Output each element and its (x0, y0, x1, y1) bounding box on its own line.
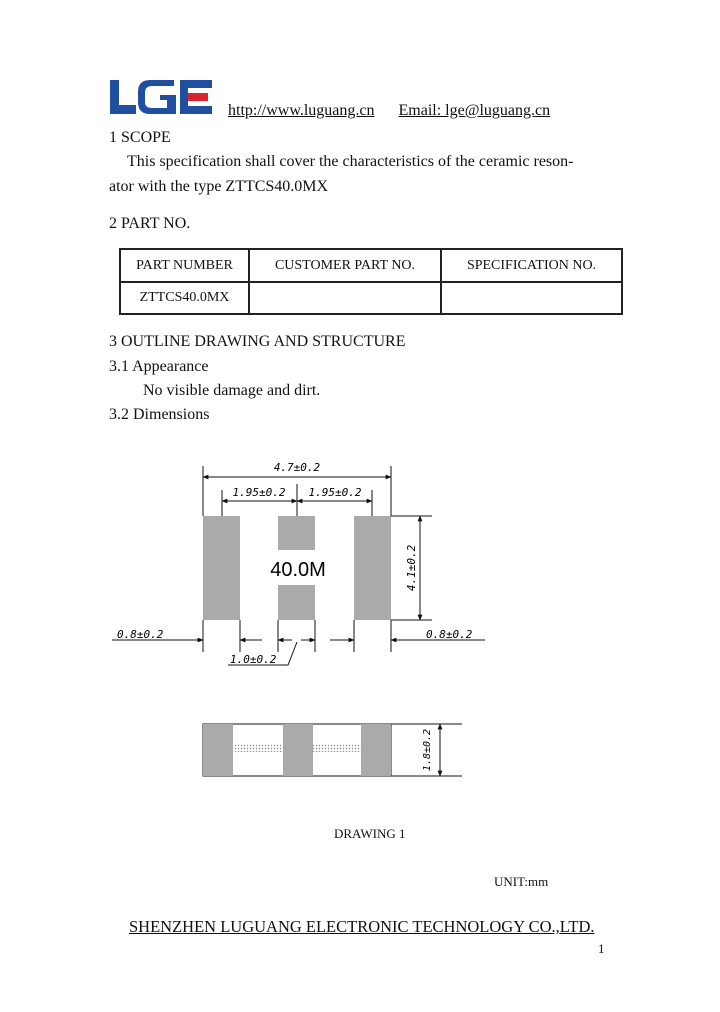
unit-label: UNIT:mm (494, 874, 549, 889)
company-logo (110, 78, 212, 116)
side-electrode-right (361, 724, 391, 776)
outline-title: 3 OUTLINE DRAWING AND STRUCTURE (109, 333, 406, 350)
side-electrode-center (283, 724, 313, 776)
label-pitch-left: 1.95±0.2 (232, 486, 286, 499)
table-header-row (120, 249, 622, 282)
drawing-caption: DRAWING 1 (334, 826, 406, 841)
website-link[interactable]: http://www.luguang.cn (228, 102, 375, 119)
label-height: 4.1±0.2 (405, 544, 418, 592)
header-customer-part-no: CUSTOMER PART NO. (249, 249, 441, 282)
electrode-left (203, 516, 240, 620)
label-total-length: 4.7±0.2 (273, 461, 321, 474)
dimension-drawing (0, 450, 720, 850)
appearance-title: 3.1 Appearance (109, 358, 209, 375)
company-name: SHENZHEN LUGUANG ELECTRONIC TECHNOLOGY CO.,LTD. (129, 917, 595, 936)
partno-title: 2 PART NO. (109, 215, 191, 232)
part-number-table (119, 248, 623, 315)
cell-part-number: ZTTCS40.0MX (120, 282, 249, 314)
cell-customer-part-no (249, 282, 441, 314)
label-end-right: 0.8±0.2 (426, 628, 473, 641)
label-marking: 40.0M (270, 559, 326, 581)
label-center: 1.0±0.2 (230, 653, 277, 666)
side-ceramic-right (313, 744, 361, 752)
electrode-right (354, 516, 391, 620)
page-number: 1 (598, 941, 605, 956)
dimensions-title: 3.2 Dimensions (109, 406, 210, 423)
label-end-left: 0.8±0.2 (117, 628, 164, 641)
scope-text-line2: ator with the type ZTTCS40.0MX (109, 178, 329, 195)
scope-title: 1 SCOPE (109, 129, 171, 146)
label-thickness: 1.8±0.2 (422, 728, 433, 772)
header-part-number: PART NUMBER (120, 249, 249, 282)
side-ceramic-left (233, 744, 283, 752)
label-pitch-right: 1.95±0.2 (308, 486, 362, 499)
appearance-text: No visible damage and dirt. (143, 382, 321, 399)
side-electrode-left (203, 724, 233, 776)
table-row (120, 282, 622, 314)
email-link[interactable]: Email: lge@luguang.cn (398, 102, 551, 119)
cell-specification-no (441, 282, 622, 314)
header-specification-no: SPECIFICATION NO. (441, 249, 622, 282)
header-links (228, 102, 550, 120)
scope-text-line1: This specification shall cover the characteristics of the ceramic reson- (127, 153, 574, 170)
